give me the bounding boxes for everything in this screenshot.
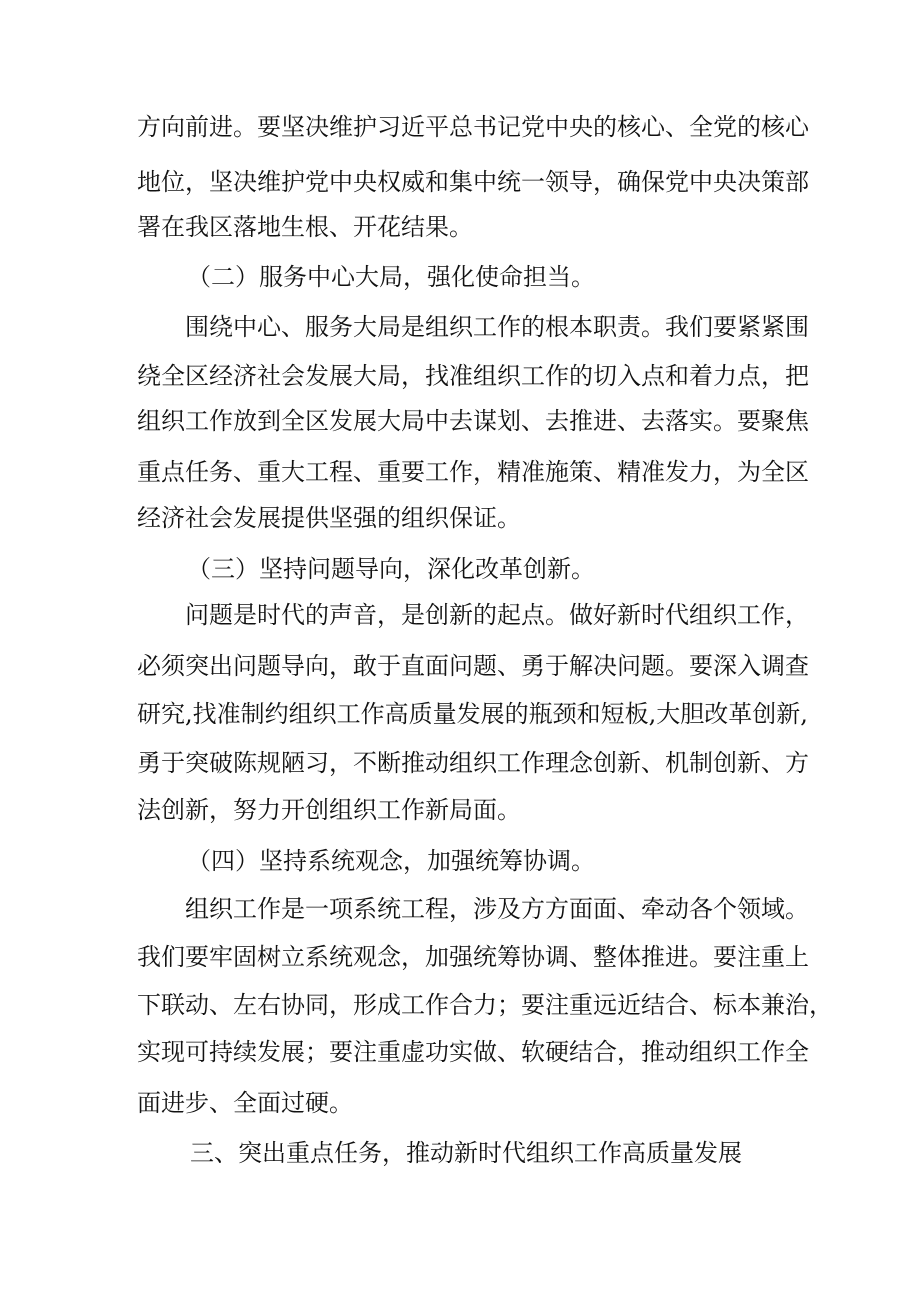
paragraph-line: 重点任务、重大工程、重要工作，精准施策、精准发力，为全区 [137,458,809,486]
paragraph-line: 实现可持续发展；要注重虚功实做、软硬结合，推动组织工作全 [137,1038,809,1066]
paragraph-line: 经济社会发展提供坚强的组织保证。 [137,504,521,532]
paragraph-line: 研究,找准制约组织工作高质量发展的瓶颈和短板,大胆改革创新, [137,700,808,728]
paragraph-line: 地位，坚决维护党中央权威和集中统一领导，确保党中央决策部 [137,168,809,196]
subheading: （三）坚持问题导向，深化改革创新。 [187,555,595,583]
paragraph-line: 组织工作是一项系统工程，涉及方方面面、牵动各个领域。 [185,895,809,923]
paragraph-line: 方向前进。要坚决维护习近平总书记党中央的核心、全党的核心 [137,113,809,141]
paragraph-line: 必须突出问题导向，敢于直面问题、勇于解决问题。要深入调查 [137,652,809,680]
paragraph-line: 勇于突破陈规陋习，不断推动组织工作理念创新、机制创新、方 [137,749,809,777]
section-heading: 三、突出重点任务，推动新时代组织工作高质量发展 [190,1139,742,1167]
paragraph-line: 我们要牢固树立系统观念，加强统筹协调、整体推进。要注重上 [137,943,809,971]
paragraph-line: 法创新，努力开创组织工作新局面。 [137,796,521,824]
paragraph-line: 组织工作放到全区发展大局中去谋划、去推进、去落实。要聚焦 [137,407,809,435]
paragraph-line: 绕全区经济社会发展大局，找准组织工作的切入点和着力点，把 [137,362,809,390]
subheading: （二）服务中心大局，强化使命担当。 [187,263,595,291]
paragraph-line: 署在我区落地生根、开花结果。 [137,213,473,241]
paragraph-line: 下联动、左右协同，形成工作合力；要注重远近结合、标本兼治， [137,991,833,1019]
subheading: （四）坚持系统观念，加强统筹协调。 [187,847,595,875]
paragraph-line: 围绕中心、服务大局是组织工作的根本职责。我们要紧紧围 [185,313,809,341]
paragraph-line: 问题是时代的声音，是创新的起点。做好新时代组织工作， [185,601,809,629]
paragraph-line: 面进步、全面过硬。 [137,1089,353,1117]
